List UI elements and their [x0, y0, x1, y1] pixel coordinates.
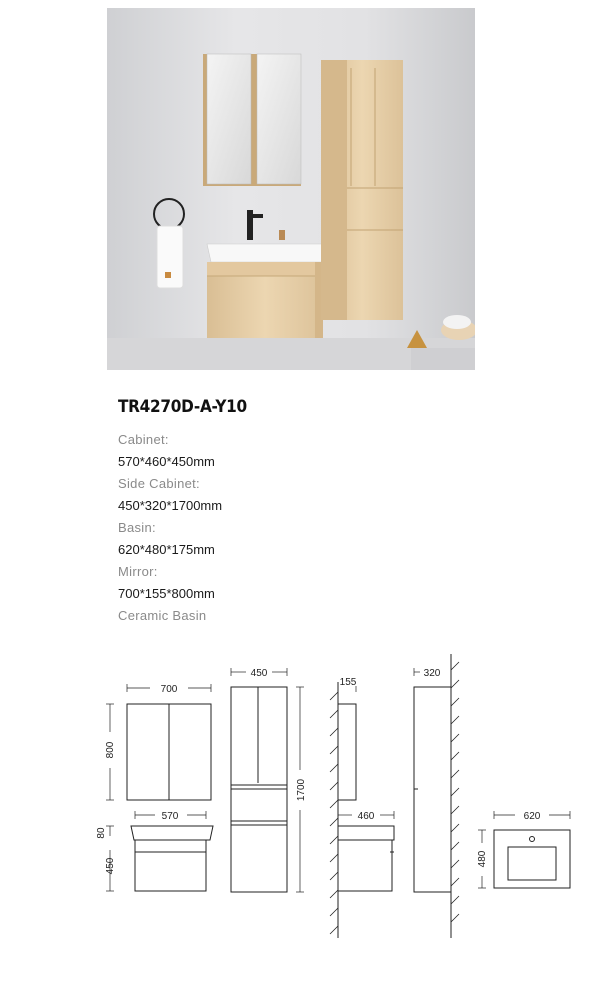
dim-basin-depth: 480: [477, 850, 488, 868]
dim-basin-thickness: 80: [96, 827, 107, 839]
dim-basin-width: 620: [523, 811, 541, 822]
base-cabinet-photo: [207, 262, 323, 338]
spec-label-basin: Basin:: [118, 520, 156, 535]
dim-cabinet-depth: 460: [357, 811, 375, 822]
basin-top-outline: [494, 830, 570, 888]
dimension-drawings: [0, 640, 592, 950]
dim-cabinet-width: 570: [161, 811, 179, 822]
mirror-side-outline: [338, 704, 356, 800]
spec-label-cabinet: Cabinet:: [118, 432, 169, 447]
dim-mirror-height: 800: [105, 741, 116, 759]
faucet-hole: [530, 837, 535, 842]
product-photo: [107, 8, 475, 370]
basin-bowl-outline: [508, 847, 556, 880]
mirror-cabinet-photo: [203, 54, 301, 186]
basin-side-outline: [338, 826, 394, 840]
spec-value-side-cabinet: 450*320*1700mm: [118, 498, 223, 513]
spec-value-cabinet: 570*460*450mm: [118, 454, 215, 469]
side-cabinet-photo: [321, 60, 403, 320]
spec-label-mirror: Mirror:: [118, 564, 158, 579]
cabinet-side-outline: [338, 840, 392, 891]
dim-mirror-width: 700: [160, 684, 178, 695]
dim-side-depth: 320: [423, 668, 441, 679]
cabinet-front-outline: [135, 840, 206, 891]
dim-side-width: 450: [250, 668, 268, 679]
dim-mirror-depth: 155: [339, 677, 357, 688]
spec-label-side-cabinet: Side Cabinet:: [118, 476, 200, 491]
dim-side-height: 1700: [296, 778, 307, 802]
spec-value-basin: 620*480*175mm: [118, 542, 215, 557]
product-model: TR4270D-A-Y10: [118, 397, 247, 417]
material-note: Ceramic Basin: [118, 608, 207, 623]
side-cabinet-side-outline: [414, 687, 451, 892]
basin-front-outline: [131, 826, 213, 840]
dim-cabinet-height: 450: [105, 857, 116, 875]
spec-value-mirror: 700*155*800mm: [118, 586, 215, 601]
